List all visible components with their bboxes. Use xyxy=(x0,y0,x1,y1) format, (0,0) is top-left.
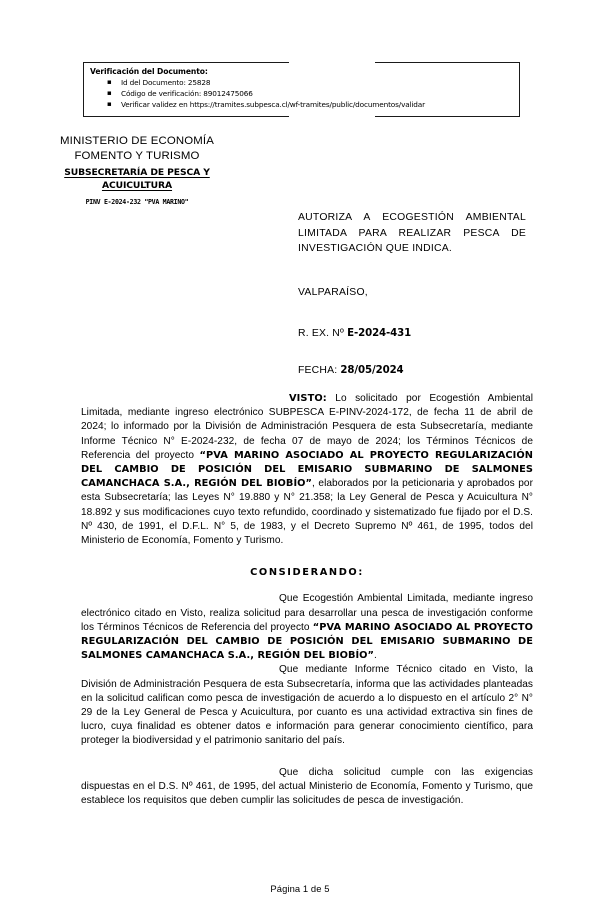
ministry-name-line-1: MINISTERIO DE ECONOMÍA xyxy=(60,135,214,147)
document-body xyxy=(81,392,533,808)
verification-item-label: Código de verificación: 89012475066 xyxy=(121,89,253,99)
verification-content xyxy=(90,66,517,111)
verification-item-label: Verificar validez en https://tramites.subpesca.cl/wf-tramites/public/documentos/validar xyxy=(121,100,425,110)
bullet-icon: ▪ xyxy=(107,78,112,86)
paragraph-visto xyxy=(81,392,533,548)
verification-item-document-id xyxy=(90,77,517,88)
paragraph-considerando-2 xyxy=(81,663,533,748)
considerando-2-text: Que mediante Informe Técnico citado en Visto, la División de Administración Pesquera de esta Subsecretaría, informa que las actividades planteadas en la solicitud califican como pesca de investigación de acuerdo a lo dispuesto en el artículo 2° N° 29 de la Ley General de Pesca y Acuicultura, por cuanto es una actividad extractiva sin fines de lucro, cuya finalidad es obtener datos e información para generar conocimiento científico, para proteger la biodiversidad y el patrimonio sanitario del país. xyxy=(81,664,533,747)
page-footer: Página 1 de 5 xyxy=(270,883,330,894)
visto-text-part-1: Lo solicitado por Ecogestión Ambiental Limitada, mediante ingreso electrónico SUBPESCA E-PINV-2024-172, de fecha 11 de abril de 2024; lo informado por la División de Administración Pesquera de esta Subsecretaría, mediante Informe Técnico N° E-2024-232, de fecha 07 de mayo de 2024; los Términos Técnicos de Referencia del proyecto xyxy=(81,393,533,461)
bullet-icon: ▪ xyxy=(107,100,112,109)
considerando-1-project-title: “PVA MARINO ASOCIADO AL PROYECTO REGULARIZACIÓN DEL CAMBIO DE POSICIÓN DEL EMISARIO SUBMARINO DE SALMONES CAMANCHACA S.A., REGIÓN DEL BIOBÍO” xyxy=(81,621,533,662)
ministry-name-line-2: FOMENTO Y TURISMO xyxy=(74,149,200,162)
subsecretaria-name xyxy=(32,166,242,192)
verification-title: Verificación del Documento: xyxy=(90,67,208,76)
document-verification-box xyxy=(83,62,520,117)
visto-text-part-2: , elaborados por la peticionaria y aprobados por esta Subsecretaría; las Leyes N° 19.880 y N° 21.358; la Ley General de Pesca y Acuicultura N° 18.892 y sus modificaciones cuyo texto refundido, coordinado y sistematizado fue fijado por el D.S. Nº 430, de 1991, el D.F.L. N° 5, de 1983, y el Decreto Supremo Nº 461, de 1995, todos del Ministerio de Economía, Fomento y Turismo. xyxy=(81,478,534,547)
resolution-date-label: FECHA: xyxy=(298,364,341,376)
resolution-number-value: E-2024-431 xyxy=(347,327,412,339)
project-code: PINV E-2024-232 "PVA MARINO" xyxy=(85,198,189,206)
paragraph-considerando-3 xyxy=(81,766,533,809)
spacer xyxy=(81,749,533,766)
verification-item-label: Id del Documento: 25828 xyxy=(121,78,211,87)
considerando-1-text-part-2: . xyxy=(374,650,377,662)
visto-label: VISTO: xyxy=(289,393,327,404)
resolution-subject: AUTORIZA A ECOGESTIÓN AMBIENTAL LIMITADA PARA REALIZAR PESCA DE INVESTIGACIÓN QUE INDICA. xyxy=(298,212,526,254)
paragraph-considerando-1 xyxy=(81,592,533,663)
resolution-number-line xyxy=(298,328,526,339)
resolution-date-line xyxy=(298,365,526,376)
letterhead xyxy=(32,134,242,206)
verification-item-code xyxy=(90,88,517,99)
bullet-icon: ▪ xyxy=(107,89,112,98)
considerando-heading: CONSIDERANDO: xyxy=(250,567,364,579)
subsecretaria-line-2: ACUICULTURA xyxy=(101,180,173,191)
considerando-1-text-part-1: Que Ecogestión Ambiental Limitada, mediante ingreso electrónico citado en Visto, realiza solicitud para desarrollar una pesca de investigación conforme los Términos Técnicos de Referencia del proyecto xyxy=(81,593,533,633)
resolution-heading-block xyxy=(298,210,526,376)
spacer xyxy=(81,580,533,592)
verification-list xyxy=(90,77,517,111)
visto-project-title: “PVA MARINO ASOCIADO AL PROYECTO REGULARIZACIÓN DEL CAMBIO DE POSICIÓN DEL EMISARIO SUBMARINO DE SALMONES CAMANCHACA S.A., REGIÓN DEL BIOBÍO” xyxy=(81,449,533,490)
verification-item-url xyxy=(90,99,517,110)
considerando-3-text: Que dicha solicitud cumple con las exigencias dispuestas en el D.S. Nº 461, de 1995, del actual Ministerio de Economía, Fomento y Turismo, que establece los requisitos que deben cumplir las solicitudes de pesca de investigación. xyxy=(81,766,533,807)
resolution-number-label: R. EX. Nº xyxy=(298,327,348,339)
resolution-date-value: 28/05/2024 xyxy=(340,364,404,376)
issuing-city: VALPARAÍSO, xyxy=(298,286,368,298)
subsecretaria-line-1: SUBSECRETARÍA DE PESCA Y xyxy=(64,167,210,178)
